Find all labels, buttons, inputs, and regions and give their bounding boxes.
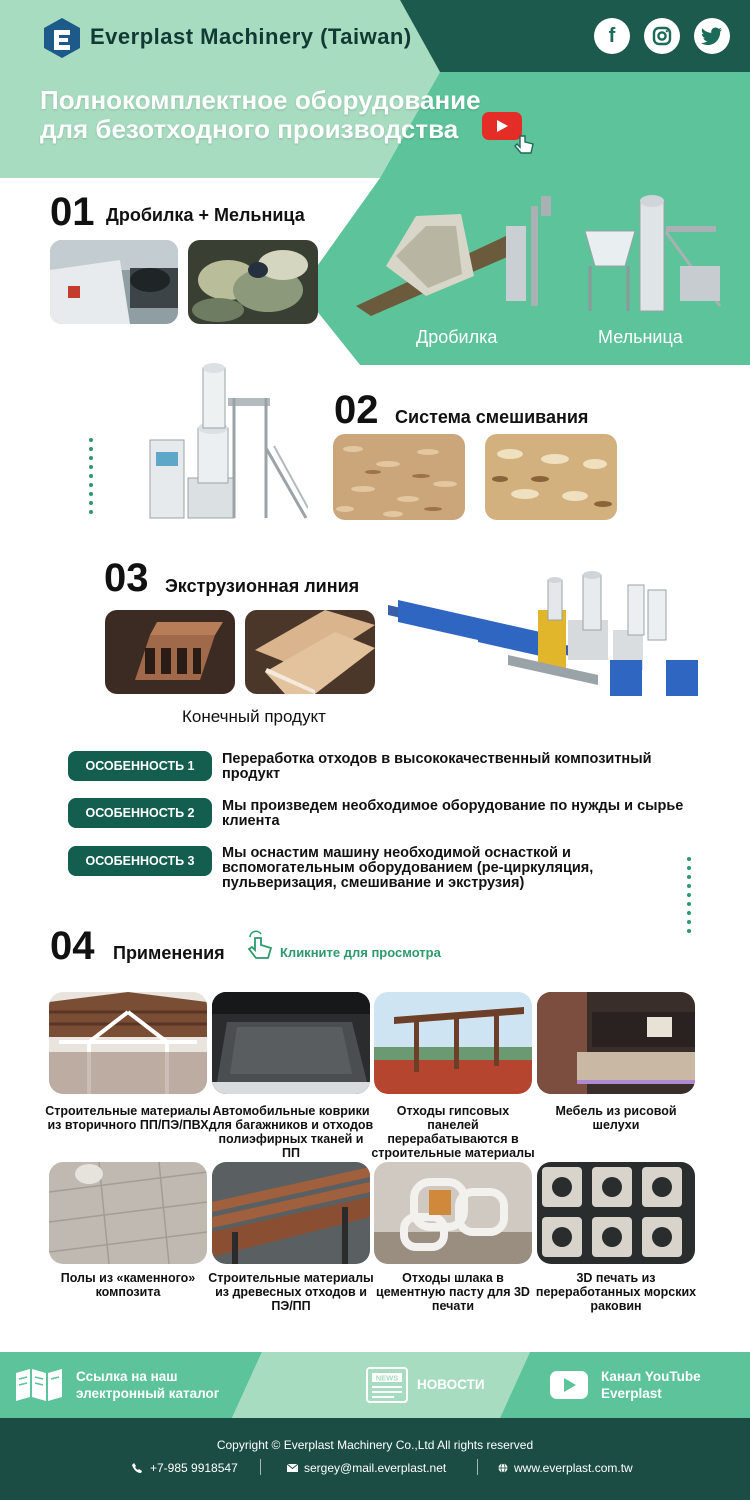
globe-icon [498, 1463, 508, 1473]
email-address[interactable]: sergey@mail.everplast.net [304, 1461, 447, 1475]
mill-caption: Мельница [598, 327, 683, 347]
twitter-icon[interactable] [694, 18, 730, 54]
brand-name: Everplast Machinery (Taiwan) [90, 24, 412, 49]
section-03-title: Экструзионная линия [165, 576, 360, 596]
app-image-3d-printed-shells[interactable] [537, 1162, 695, 1264]
copyright-text: Copyright © Everplast Machinery Co.,Ltd All rights reserved [216, 1438, 534, 1452]
section-03-number: 03 [104, 556, 149, 600]
board-product-photo [245, 610, 375, 694]
hero-banner [0, 0, 750, 365]
app-caption-1: Строительные материалы из вторичного ПП/ПЭ/ПВХ [45, 1104, 211, 1132]
feature-1-label: ОСОБЕННОСТЬ 1 [68, 751, 212, 781]
tap-hand-icon [246, 928, 274, 960]
section-04-number: 04 [50, 924, 95, 968]
youtube-icon [550, 1371, 588, 1399]
app-image-rice-husk-furniture[interactable] [537, 992, 695, 1094]
news-badge-text: NEWS [375, 1373, 399, 1383]
app-image-building-materials[interactable] [49, 992, 207, 1094]
email-icon [287, 1464, 298, 1472]
catalog-link-text: Ссылка на наш электронный каталог [76, 1369, 220, 1401]
app-caption-7: Отходы шлака в цементную пасту для 3D печати [376, 1271, 530, 1313]
feature-2-text: Мы произведем необходимое оборудование по нужды и сырье клиента [222, 798, 684, 829]
feature-3-label: ОСОБЕННОСТЬ 3 [68, 846, 212, 876]
decorative-dots-right [687, 857, 691, 938]
news-link-text: НОВОСТИ [417, 1377, 485, 1392]
decorative-dots-left [89, 438, 93, 519]
mixed-material-photo-2 [485, 434, 617, 520]
shredded-waste-photo [188, 240, 318, 324]
app-caption-5: Полы из «каменного» композита [60, 1271, 196, 1299]
app-caption-8: 3D печать из переработанных морских раковин [535, 1271, 697, 1313]
hero-title: Полнокомплектное оборудование для безотходного производства [40, 85, 481, 144]
crusher-machine-photo [356, 196, 558, 316]
mixed-material-photo-1 [333, 434, 465, 520]
section-04-title: Применения [113, 943, 225, 963]
link-band [0, 1352, 750, 1418]
section-01-title: Дробилка + Мельница [106, 205, 305, 225]
youtube-channel-link[interactable] [530, 1352, 750, 1418]
app-image-wood-bench[interactable] [212, 1162, 370, 1264]
footer-divider [260, 1459, 261, 1475]
hand-pointer-icon [512, 132, 538, 158]
news-link[interactable] [262, 1352, 512, 1418]
feature-2-label: ОСОБЕННОСТЬ 2 [68, 798, 212, 828]
app-image-car-mats[interactable] [212, 992, 370, 1094]
crusher-caption: Дробилка [416, 327, 498, 347]
newspaper-icon [366, 1367, 408, 1403]
website-link[interactable]: www.everplast.com.tw [514, 1461, 633, 1475]
section-01-number: 01 [50, 190, 95, 234]
app-image-stone-floor[interactable] [49, 1162, 207, 1264]
app-caption-2: Автомобильные коврики для багажников и отходов полиэфирных тканей и ПП [208, 1104, 374, 1160]
mixing-system-machine-image [148, 358, 308, 520]
click-to-view-link[interactable]: Кликните для просмотра [280, 945, 441, 960]
facebook-icon[interactable]: f [594, 18, 630, 54]
hollow-profile-product-photo [105, 610, 235, 694]
everplast-logo-icon[interactable] [40, 16, 84, 60]
app-image-3d-printed-slag[interactable] [374, 1162, 532, 1264]
footer [0, 1418, 750, 1500]
app-caption-6: Строительные материалы из древесных отходов и ПЭ/ПП [208, 1271, 374, 1313]
mill-machine-photo [580, 186, 730, 318]
app-caption-3: Отходы гипсовых панелей перерабатываются в строительные материалы [371, 1104, 535, 1160]
catalog-book-icon [14, 1369, 64, 1401]
crusher-operator-photo [50, 240, 178, 324]
instagram-icon[interactable] [644, 18, 680, 54]
catalog-link[interactable] [0, 1352, 248, 1418]
phone-number[interactable]: +7-985 9918547 [150, 1461, 238, 1475]
feature-3-text: Мы оснастим машину необходимой оснасткой и вспомогательным оборудованием (ре-циркуляция, пульверизация, смешивание и экструзия) [222, 845, 594, 891]
app-image-gypsum-boards[interactable] [374, 992, 532, 1094]
app-caption-4: Мебель из рисовой шелухи [555, 1104, 677, 1132]
section-02-number: 02 [334, 388, 379, 432]
extrusion-line-machine-image [388, 560, 706, 712]
youtube-channel-text: Канал YouTube Everplast [601, 1369, 701, 1401]
footer-divider [477, 1459, 478, 1475]
feature-1-text: Переработка отходов в высококачественный композитный продукт [222, 751, 652, 782]
phone-icon [132, 1463, 142, 1473]
section-02-title: Система смешивания [395, 407, 589, 427]
final-product-caption: Конечный продукт [182, 707, 326, 726]
